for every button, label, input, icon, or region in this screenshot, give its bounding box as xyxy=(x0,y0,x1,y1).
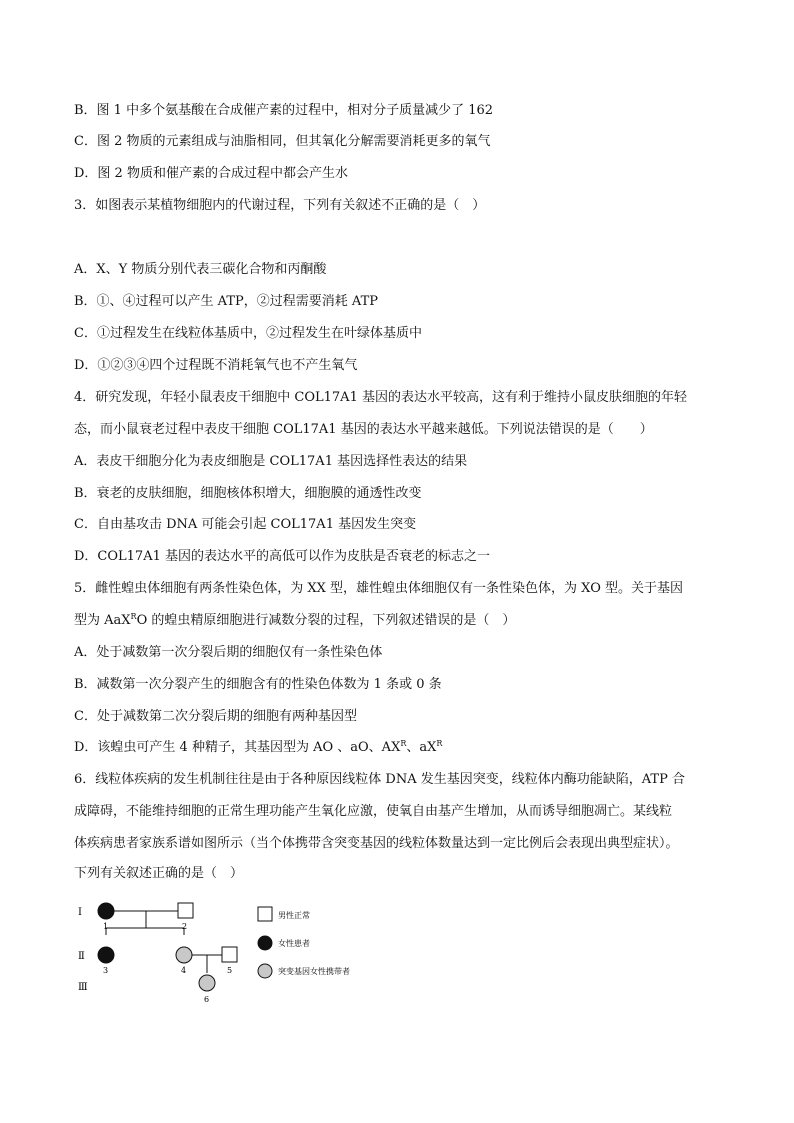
legend-male-normal-symbol xyxy=(258,907,272,921)
generation-label: Ⅱ xyxy=(78,951,85,962)
question-6-stem-line3: 体疾病患者家族系谱如图所示（当个体携带含突变基因的线粒体数量达到一定比例后会表现出典型症状）。 xyxy=(74,836,679,851)
superscript-r: R xyxy=(130,612,137,621)
legend-female-patient-symbol xyxy=(258,936,272,950)
option-c-q4: C．自由基攻击 DNA 可能会引起 COL17A1 基因发生突变 xyxy=(74,517,417,532)
superscript-r: R xyxy=(400,739,407,748)
option-c-q2: C．图 2 物质的元素组成与油脂相同，但其氧化分解需要消耗更多的氧气 xyxy=(74,134,491,149)
individual-number: 4 xyxy=(181,966,187,975)
question-6-stem-line2: 成障碍，不能维持细胞的正常生理功能产生氧化应激，使氧自由基产生增加，从而诱导细胞凋亡。某线粒 xyxy=(74,804,673,819)
individual-1-female-patient xyxy=(98,903,114,919)
individual-number: 1 xyxy=(103,922,109,931)
legend-male-normal-label: 男性正常 xyxy=(278,911,310,920)
option-a-q3: A．X、Y 物质分别代表三碳化合物和丙酮酸 xyxy=(74,262,327,277)
option-c-q5: C．处于减数第二次分裂后期的细胞有两种基因型 xyxy=(74,709,357,724)
legend-female-carrier-label: 突变基因女性携带者 xyxy=(278,967,350,976)
legend-female-patient-label: 女性患者 xyxy=(278,939,310,948)
individual-5-male-normal xyxy=(222,947,237,962)
legend-female-carrier-symbol xyxy=(258,964,272,978)
individual-2-male-normal xyxy=(178,903,193,918)
option-b-q2: B．图 1 中多个氨基酸在合成催产素的过程中，相对分子质量减少了 162 xyxy=(74,103,494,118)
option-d-q5: D．该蝗虫可产生 4 种精子，其基因型为 AO 、aO、$AX^R$、$aX^R$ xyxy=(74,739,443,755)
question-4-stem-line2: 态，而小鼠衰老过程中表皮干细胞 COL17A1 基因的表达水平越来越低。下列说法错误的是（ ） xyxy=(74,422,653,437)
option-b-q5: B．减数第一次分裂产生的细胞含有的性染色体数为 1 条或 0 条 xyxy=(74,677,442,692)
question-4-stem-line1: 4．研究发现，年轻小鼠表皮干细胞中 COL17A1 基因的表达水平较高，这有利于维持小鼠皮肤细胞的年轻 xyxy=(74,390,687,405)
question-5-stem-line2: 型为 AaX$^R$O 的蝗虫精原细胞进行减数分裂的过程，下列叙述错误的是（ ） xyxy=(74,612,516,628)
individual-number: 3 xyxy=(103,966,109,975)
question-6-stem-line4: 下列有关叙述正确的是（ ） xyxy=(74,866,244,881)
question-3-stem: 3．如图表示某植物细胞内的代谢过程，下列有关叙述不正确的是（ ） xyxy=(74,198,486,213)
individual-number: 6 xyxy=(204,995,210,1004)
generation-label: Ⅰ xyxy=(78,907,82,918)
pedigree-chart xyxy=(70,895,390,1010)
individual-number: 5 xyxy=(227,966,233,975)
option-b-q3: B．①、④过程可以产生 ATP，②过程需要消耗 ATP xyxy=(74,294,379,309)
superscript-r: R xyxy=(436,739,443,748)
option-d-q4: D．COL17A1 基因的表达水平的高低可以作为皮肤是否衰老的标志之一 xyxy=(74,549,490,564)
question-6-stem-line1: 6．线粒体疾病的发生机制往往是由于各种原因线粒体 DNA 发生基因突变，线粒体内酶功能缺陷，ATP 合 xyxy=(74,772,685,787)
individual-number: 2 xyxy=(182,922,188,931)
generation-label: Ⅲ xyxy=(78,982,88,993)
individual-6-female-carrier xyxy=(199,975,215,991)
option-d-q2: D．图 2 物质和催产素的合成过程中都会产生水 xyxy=(74,166,348,181)
option-c-q3: C．①过程发生在线粒体基质中，②过程发生在叶绿体基质中 xyxy=(74,326,422,341)
individual-4-female-carrier xyxy=(176,947,192,963)
option-a-q5: A．处于减数第一次分裂后期的细胞仅有一条性染色体 xyxy=(74,645,383,660)
option-d-q3: D．①②③④四个过程既不消耗氧气也不产生氧气 xyxy=(74,358,358,373)
option-a-q4: A．表皮干细胞分化为表皮细胞是 COL17A1 基因选择性表达的结果 xyxy=(74,454,468,469)
individual-3-female-patient xyxy=(98,947,114,963)
question-5-stem-line1: 5．雌性蝗虫体细胞有两条性染色体，为 XX 型，雄性蝗虫体细胞仅有一条性染色体，为 XO 型。关于基因 xyxy=(74,581,683,596)
option-b-q4: B．衰老的皮肤细胞，细胞核体积增大，细胞膜的通透性改变 xyxy=(74,486,422,501)
